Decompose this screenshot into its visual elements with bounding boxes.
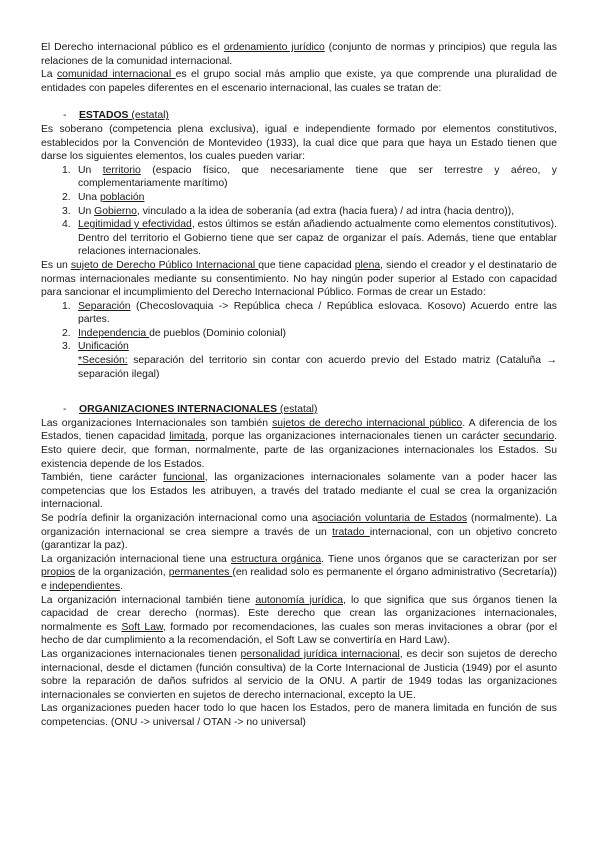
list-item: 2. Una población bbox=[62, 191, 145, 203]
estados-paragraph-1: Es soberano (competencia plena exclusiva), igual e independiente formado por elementos constitutivos, establecidos por la Convención de Montevideo (1933), la cual dice que para que haya un Estado tienen que darse los siguientes elementos, los cuales pueden variar: bbox=[41, 123, 557, 163]
estados-formas-list bbox=[41, 300, 557, 382]
org-paragraph-5: La organización internacional también tiene autonomía jurídica, lo que significa que sus órganos tienen la capacidad de crear derecho (normas). Este derecho que crean las organizaciones internacionales, normalmente es Soft Law, formado por recomendaciones, las cuales son meras invitaciones a obrar (por el hecho de dar cumplimiento a la recomendación, el Soft Law se convertiría en Hard Law). bbox=[41, 594, 558, 647]
org-paragraph-1: Las organizaciones Internacionales son también sujetos de derecho internacional público. A diferencia de los Estados, tienen capacidad limitada, porque las organizaciones internacionales tienen un carácter secundario. Esto quiere decir, que forman, normalmente, parte de las organizaciones internacionales los Estados. Su existencia depende de los Estados. bbox=[41, 417, 557, 470]
org-paragraph-7: Las organizaciones pueden hacer todo lo que hacen los Estados, pero de manera limitada en función de sus competencias. (ONU -> universal / OTAN -> no universal) bbox=[41, 703, 557, 728]
list-item: 3. Un Gobierno, vinculado a la idea de soberanía (ad extra (hacia fuera) / ad intra (hacia dentro)), bbox=[62, 205, 515, 217]
org-paragraph-3: Se podría definir la organización internacional como una asociación voluntaria de Estados (normalmente). La organización internacional se crea siempre a través de un tratado internacional, con un objetivo concreto (garantizar la paz). bbox=[41, 513, 558, 552]
estados-paragraph-2: Es un sujeto de Derecho Público Internacional que tiene capacidad plena, siendo el creador y el destinatario de normas internacionales mediante su consentimiento. No hay ningún poder superior al Estado con capacidad para sancionar el incumplimiento del Derecho Internacional Público. Formas de crear un Estado: bbox=[41, 259, 557, 299]
intro-paragraph-2: La comunidad internacional es el grupo social más amplio que existe, ya que comprende una pluralidad de entidades con papeles diferentes en el escenario internacional, las cuales se tratan de: bbox=[41, 69, 557, 94]
list-item: 3. Unificación *Secesión: separación del territorio sin contar con acuerdo previo del Estado matriz (Cataluña → separación ilegal) bbox=[62, 341, 557, 380]
list-item: 1. Un territorio (espacio físico, que necesariamente tiene que ser terrestre y aéreo, y complementariamente marítimo) bbox=[62, 164, 558, 190]
org-paragraph-4: La organización internacional tiene una estructura orgánica. Tiene unos órganos que se caracterizan por ser propios de la organización, permanentes (en realidad solo es permanente el órgano administrativo (Secretaría)) e independientes. bbox=[41, 553, 557, 592]
org-paragraph-2: También, tiene carácter funcional, las organizaciones internacionales solamente van a poder hacer las competencias que los Estados les atribuyen, a través del tratado mediante el cual se crea la organización internacional. bbox=[41, 472, 557, 511]
list-item: 4. Legitimidad y efectividad, estos últimos se están añadiendo actualmente como elementos constitutivos). Dentro del territorio el Gobierno tiene que ser capaz de organizar el país. Además, tiene que entablar relaciones internacionales. bbox=[62, 219, 557, 258]
intro-paragraph-1: El Derecho internacional público es el ordenamiento jurídico (conjunto de normas y principios) que regula las relaciones de la comunidad internacional. bbox=[41, 42, 557, 67]
document-page bbox=[41, 41, 557, 730]
estados-elements-list bbox=[41, 164, 557, 259]
org-paragraph-6: Las organizaciones internacionales tienen personalidad jurídica internacional, es decir son sujetos de derecho internacional, desde el dictamen (función consultiva) de la Corte Internacional de Justicia (1949) por el asunto sobre la reparación de daños sufridos al servicio de la ONU. A partir de 1949 todas las organizaciones internacionales se convierten en sujetos de derecho internacional, excepto la UE. bbox=[41, 648, 557, 701]
section-heading-organizaciones: - ORGANIZACIONES INTERNACIONALES (estatal) bbox=[63, 404, 318, 416]
list-item: 1. Separación (Checoslovaquia -> República checa / República eslovaca. Kosovo) Acuerdo entre las partes. bbox=[62, 300, 557, 326]
list-item: 2. Independencia de pueblos (Dominio colonial) bbox=[62, 327, 286, 339]
section-heading-estados: - ESTADOS (estatal) bbox=[63, 110, 169, 122]
